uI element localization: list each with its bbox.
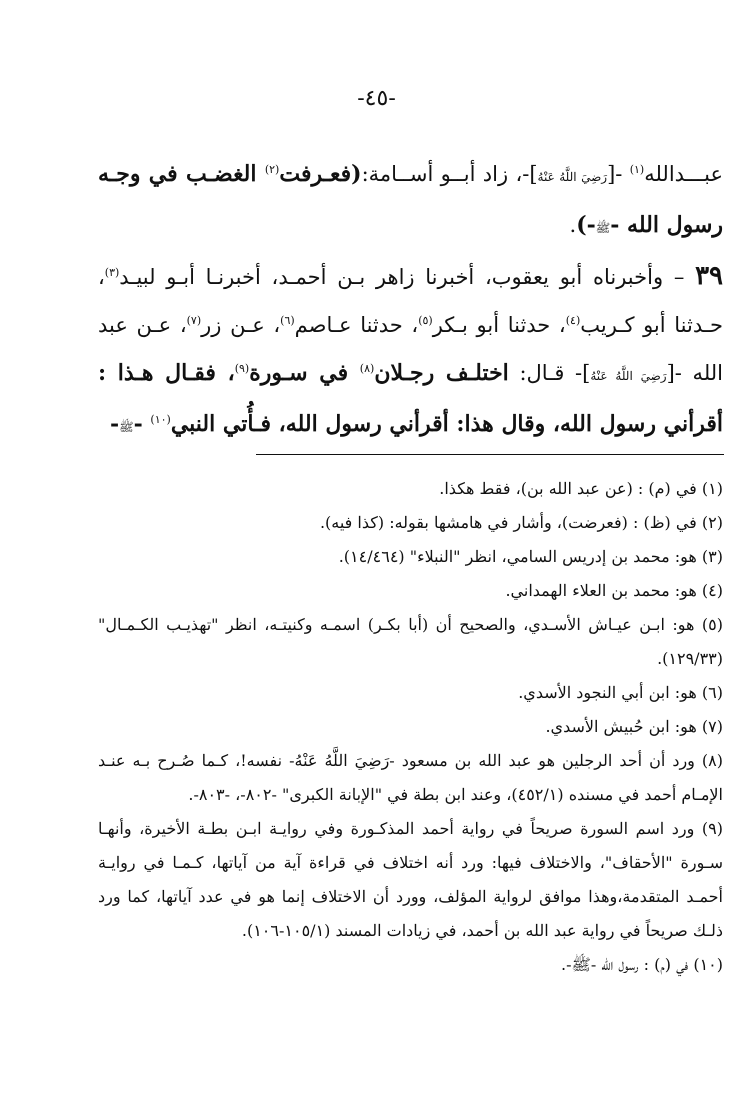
footnote-ref-6: (٦) xyxy=(280,314,295,327)
text: ، حـدثنا أبو كـريب xyxy=(98,265,723,337)
honorific: ﷺ xyxy=(595,221,611,235)
bold-text: (فعـرفت xyxy=(279,161,362,187)
text: ، عـن عبد الله -[ xyxy=(98,313,724,385)
footnote-ref-10: (١٠) xyxy=(150,413,171,426)
paragraph-1 xyxy=(98,150,723,252)
text: . xyxy=(569,213,577,237)
footnote-10: (١٠) في (م) : رسول الله -ﷺ-. xyxy=(561,955,723,974)
text: ، عـن زر xyxy=(201,313,281,337)
honorific: رَضِيَ اللَّهُ عَنْهُ xyxy=(590,369,667,383)
footnote-ref-9: (٩) xyxy=(234,362,250,375)
footnote-ref-4: (٤) xyxy=(565,314,581,327)
footnote-ref-3: (٣) xyxy=(104,266,120,279)
footnote-9: (٩) ورد اسم السورة صريحاً في رواية أحمد المذكـورة وفي روايـة ابـن بطـة الأخيرة، وأنهـا سـورة "الأحقاف"، والاختلاف فيها: ورد أنه اختلاف في قراءة آية من آياتها، كـمـا في روايـة أحمـد المتقدمة،وهذا موافق لرواية المؤلف، وورد أن الاختلاف إنما هو في عدد آياتها، كما ورد ذلـك صريحاً في رواية عبد الله بن أحمد، في زيادات المسند (١٠٥/١-١٠٦). xyxy=(98,819,723,940)
footnote-ref-7: (٧) xyxy=(186,314,202,327)
footnote-1: (١) في (م) : (عن عبد الله بن)، فقط هكذا. xyxy=(439,479,723,498)
footnote-ref-1: (١) xyxy=(629,163,645,176)
bold-text: في سـورة xyxy=(249,360,360,386)
footnote-ref-5: (٥) xyxy=(418,314,433,327)
bold-text: الغضـب في وجـه رسول الله - xyxy=(98,161,723,238)
footnotes xyxy=(98,472,723,982)
honorific: رَضِيَ اللَّهُ عَنْهُ xyxy=(537,170,608,184)
text: ]- قـال: xyxy=(508,361,591,385)
footnote-6: (٦) هو: ابن أبي النجود الأسدي. xyxy=(518,683,723,702)
footnote-ref-2: (٢) xyxy=(264,163,280,176)
text: ، حدثنا عـاصم xyxy=(294,313,419,337)
main-text xyxy=(98,150,723,451)
bold-text: -) xyxy=(576,212,596,238)
page-number: -٤٥- xyxy=(357,86,396,111)
footnote-5: (٥) هو: ابـن عيـاش الأسـدي، والصحيح أن (أبا بكـر) اسمـه وكنيتـه، انظر "تهذيـب الكـمـال" (١٢٩/٣٣). xyxy=(98,615,723,668)
text: ]-، زاد أبــو أســامة: xyxy=(361,162,538,186)
footnote-3: (٣) هو: محمد بن إدريس السامي، انظر "النبلاء" (١٤/٤٦٤). xyxy=(338,547,723,566)
bold-text: اختلـف رجـلان xyxy=(374,360,509,386)
paragraph-2 xyxy=(98,252,723,451)
text: عبـــدالله xyxy=(644,162,724,186)
footnote-8: (٨) ورد أن أحد الرجلين هو عبد الله بن مسعود -رَضِيَ اللَّهُ عَنْهُ- نفسه!، كـما صُـرح بـه عنـد الإمـام أحمد في مسنده (٤٥٢/١)، وعند ابن بطة في "الإبانة الكبرى" -٨٠٢-، -٨٠٣-. xyxy=(98,751,723,804)
footnote-4: (٤) هو: محمد بن العلاء الهمداني. xyxy=(505,581,723,600)
footnote-2: (٢) في (ظ) : (فعرضت)، وأشار في هامشها بقوله: (كذا فيه). xyxy=(319,513,723,532)
bold-text: ، فقـال هـذا : أقرأني رسول الله، وقال هذا: أقرأني رسول الله، فـأُتي النبي xyxy=(98,360,723,437)
footnote-7: (٧) هو: ابن حُبيش الأسدي. xyxy=(545,717,723,736)
hadith-number: ٣٩ xyxy=(695,261,723,291)
text: -[ xyxy=(607,162,630,186)
bold-text: - xyxy=(109,411,120,437)
text: ، حدثنا أبو بـكر xyxy=(432,313,566,337)
honorific: ﷺ xyxy=(119,420,134,434)
footnote-separator xyxy=(256,454,724,455)
bold-text: - xyxy=(133,411,151,437)
footnote-ref-8: (٨) xyxy=(359,362,375,375)
text: – وأخبرناه أبو يعقوب، أخبرنا زاهر بـن أحمـد، أخبرنـا أبـو لبيـد xyxy=(119,265,696,289)
